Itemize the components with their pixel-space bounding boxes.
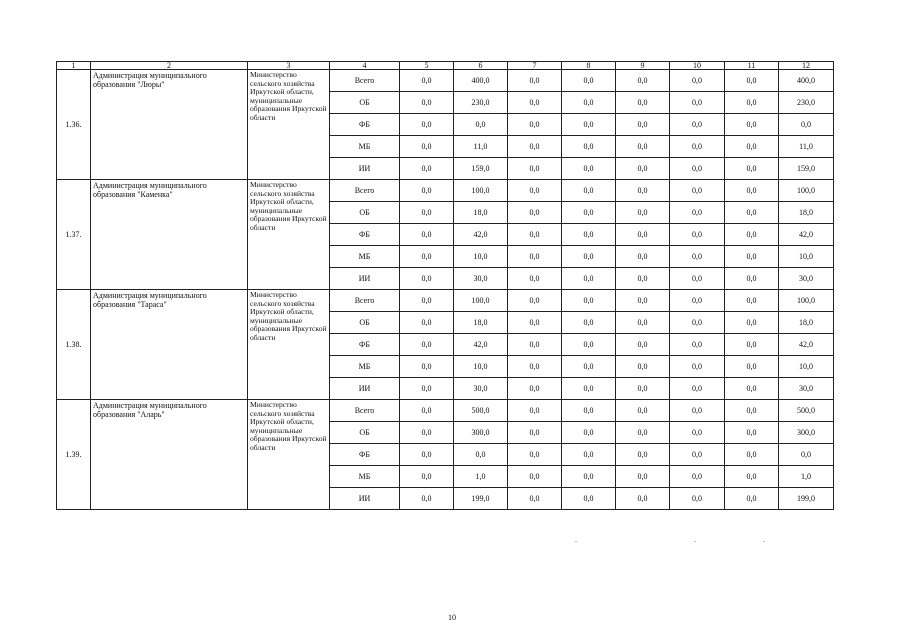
value-cell: 0,0 <box>508 444 562 466</box>
executor-cell: Администрация муниципального образования "Тараса" <box>91 290 248 400</box>
value-cell: 0,0 <box>725 378 779 400</box>
funding-source: МБ <box>330 466 400 488</box>
value-cell: 100,0 <box>779 180 834 202</box>
value-cell: 0,0 <box>508 202 562 224</box>
value-cell: 0,0 <box>562 136 616 158</box>
header-cell: 6 <box>454 62 508 70</box>
value-cell: 0,0 <box>400 158 454 180</box>
value-cell: 0,0 <box>508 488 562 510</box>
value-cell: 11,0 <box>779 136 834 158</box>
value-cell: 0,0 <box>670 158 725 180</box>
value-cell: 0,0 <box>779 444 834 466</box>
value-cell: 0,0 <box>508 422 562 444</box>
value-cell: 100,0 <box>779 290 834 312</box>
value-cell: 0,0 <box>562 356 616 378</box>
value-cell: 0,0 <box>616 246 670 268</box>
value-cell: 159,0 <box>779 158 834 180</box>
table-body <box>57 62 834 510</box>
funding-source: МБ <box>330 136 400 158</box>
value-cell: 0,0 <box>725 202 779 224</box>
value-cell: 0,0 <box>725 356 779 378</box>
table-row <box>57 70 834 92</box>
value-cell: 0,0 <box>454 444 508 466</box>
value-cell: 0,0 <box>562 246 616 268</box>
value-cell: 0,0 <box>725 488 779 510</box>
value-cell: 0,0 <box>562 202 616 224</box>
value-cell: 0,0 <box>562 378 616 400</box>
value-cell: 500,0 <box>779 400 834 422</box>
value-cell: 0,0 <box>670 92 725 114</box>
value-cell: 0,0 <box>616 312 670 334</box>
coexecutor-cell: Министерство сельского хозяйства Иркутской области, муниципальные образования Иркутской области <box>248 70 330 180</box>
value-cell: 0,0 <box>616 158 670 180</box>
value-cell: 0,0 <box>400 356 454 378</box>
value-cell: 0,0 <box>562 488 616 510</box>
value-cell: 0,0 <box>616 268 670 290</box>
header-cell: 5 <box>400 62 454 70</box>
value-cell: 30,0 <box>454 268 508 290</box>
value-cell: 0,0 <box>562 444 616 466</box>
value-cell: 1,0 <box>454 466 508 488</box>
value-cell: 0,0 <box>400 114 454 136</box>
value-cell: 0,0 <box>725 400 779 422</box>
value-cell: 300,0 <box>779 422 834 444</box>
value-cell: 0,0 <box>508 312 562 334</box>
coexecutor-cell: Министерство сельского хозяйства Иркутской области, муниципальные образования Иркутской области <box>248 290 330 400</box>
value-cell: 0,0 <box>616 422 670 444</box>
value-cell: 0,0 <box>616 356 670 378</box>
value-cell: 0,0 <box>508 290 562 312</box>
executor-cell: Администрация муниципального образования "Люры" <box>91 70 248 180</box>
value-cell: 0,0 <box>616 488 670 510</box>
value-cell: 199,0 <box>779 488 834 510</box>
value-cell: 0,0 <box>616 114 670 136</box>
funding-source: Всего <box>330 70 400 92</box>
value-cell: 0,0 <box>400 202 454 224</box>
value-cell: 159,0 <box>454 158 508 180</box>
value-cell: 0,0 <box>725 92 779 114</box>
value-cell: 230,0 <box>779 92 834 114</box>
value-cell: 0,0 <box>400 268 454 290</box>
funding-source: ОБ <box>330 422 400 444</box>
value-cell: 0,0 <box>400 92 454 114</box>
value-cell: 0,0 <box>670 268 725 290</box>
coexecutor-cell: Министерство сельского хозяйства Иркутской области, муниципальные образования Иркутской области <box>248 400 330 510</box>
value-cell: 0,0 <box>562 466 616 488</box>
value-cell: 0,0 <box>400 488 454 510</box>
value-cell: 0,0 <box>400 180 454 202</box>
item-number: 1.39. <box>57 400 91 510</box>
funding-source: Всего <box>330 400 400 422</box>
header-cell: 9 <box>616 62 670 70</box>
value-cell: 100,0 <box>454 290 508 312</box>
scan-artifact <box>575 541 577 542</box>
value-cell: 0,0 <box>670 466 725 488</box>
value-cell: 0,0 <box>616 400 670 422</box>
value-cell: 42,0 <box>779 334 834 356</box>
value-cell: 0,0 <box>400 400 454 422</box>
item-number: 1.37. <box>57 180 91 290</box>
value-cell: 18,0 <box>454 312 508 334</box>
value-cell: 0,0 <box>616 334 670 356</box>
value-cell: 42,0 <box>454 334 508 356</box>
value-cell: 0,0 <box>670 202 725 224</box>
value-cell: 18,0 <box>779 202 834 224</box>
value-cell: 0,0 <box>670 488 725 510</box>
value-cell: 0,0 <box>725 422 779 444</box>
value-cell: 0,0 <box>508 114 562 136</box>
funding-source: ИИ <box>330 268 400 290</box>
value-cell: 0,0 <box>400 334 454 356</box>
executor-cell: Администрация муниципального образования "Аларь" <box>91 400 248 510</box>
value-cell: 42,0 <box>454 224 508 246</box>
value-cell: 10,0 <box>779 356 834 378</box>
value-cell: 18,0 <box>779 312 834 334</box>
value-cell: 11,0 <box>454 136 508 158</box>
value-cell: 500,0 <box>454 400 508 422</box>
value-cell: 0,0 <box>670 400 725 422</box>
value-cell: 0,0 <box>725 224 779 246</box>
value-cell: 0,0 <box>616 444 670 466</box>
value-cell: 0,0 <box>779 114 834 136</box>
value-cell: 199,0 <box>454 488 508 510</box>
value-cell: 10,0 <box>454 246 508 268</box>
value-cell: 0,0 <box>616 290 670 312</box>
value-cell: 0,0 <box>400 224 454 246</box>
value-cell: 0,0 <box>400 312 454 334</box>
table-row <box>57 290 834 312</box>
value-cell: 0,0 <box>400 70 454 92</box>
value-cell: 0,0 <box>508 334 562 356</box>
value-cell: 0,0 <box>725 334 779 356</box>
value-cell: 300,0 <box>454 422 508 444</box>
item-number: 1.36. <box>57 70 91 180</box>
value-cell: 0,0 <box>562 158 616 180</box>
value-cell: 0,0 <box>725 268 779 290</box>
value-cell: 0,0 <box>400 246 454 268</box>
value-cell: 0,0 <box>508 268 562 290</box>
value-cell: 0,0 <box>562 70 616 92</box>
funding-source: Всего <box>330 290 400 312</box>
value-cell: 0,0 <box>616 224 670 246</box>
value-cell: 1,0 <box>779 466 834 488</box>
value-cell: 0,0 <box>725 466 779 488</box>
value-cell: 0,0 <box>562 224 616 246</box>
value-cell: 0,0 <box>400 422 454 444</box>
value-cell: 0,0 <box>670 356 725 378</box>
budget-table <box>56 61 834 510</box>
funding-source: МБ <box>330 246 400 268</box>
value-cell: 0,0 <box>616 180 670 202</box>
value-cell: 0,0 <box>616 466 670 488</box>
value-cell: 0,0 <box>508 378 562 400</box>
value-cell: 0,0 <box>400 378 454 400</box>
value-cell: 0,0 <box>670 246 725 268</box>
value-cell: 0,0 <box>508 400 562 422</box>
value-cell: 0,0 <box>616 92 670 114</box>
value-cell: 0,0 <box>725 136 779 158</box>
value-cell: 0,0 <box>562 92 616 114</box>
funding-source: ФБ <box>330 334 400 356</box>
value-cell: 0,0 <box>616 136 670 158</box>
value-cell: 0,0 <box>508 70 562 92</box>
value-cell: 0,0 <box>616 378 670 400</box>
executor-cell: Администрация муниципального образования "Каменка" <box>91 180 248 290</box>
value-cell: 0,0 <box>562 334 616 356</box>
value-cell: 0,0 <box>508 180 562 202</box>
funding-source: ИИ <box>330 158 400 180</box>
value-cell: 0,0 <box>725 312 779 334</box>
funding-source: ФБ <box>330 114 400 136</box>
value-cell: 400,0 <box>454 70 508 92</box>
header-row <box>57 62 834 70</box>
value-cell: 0,0 <box>725 158 779 180</box>
value-cell: 30,0 <box>779 378 834 400</box>
funding-source: ФБ <box>330 224 400 246</box>
value-cell: 0,0 <box>400 136 454 158</box>
value-cell: 0,0 <box>670 334 725 356</box>
header-cell: 12 <box>779 62 834 70</box>
value-cell: 0,0 <box>670 70 725 92</box>
value-cell: 42,0 <box>779 224 834 246</box>
item-number: 1.38. <box>57 290 91 400</box>
funding-source: ОБ <box>330 92 400 114</box>
value-cell: 10,0 <box>454 356 508 378</box>
value-cell: 0,0 <box>725 114 779 136</box>
value-cell: 0,0 <box>670 180 725 202</box>
value-cell: 0,0 <box>562 400 616 422</box>
value-cell: 0,0 <box>562 268 616 290</box>
header-cell: 11 <box>725 62 779 70</box>
header-cell: 8 <box>562 62 616 70</box>
value-cell: 0,0 <box>400 466 454 488</box>
value-cell: 0,0 <box>562 114 616 136</box>
value-cell: 0,0 <box>400 290 454 312</box>
funding-source: Всего <box>330 180 400 202</box>
scan-artifact <box>763 541 765 542</box>
value-cell: 0,0 <box>670 136 725 158</box>
value-cell: 0,0 <box>454 114 508 136</box>
funding-source: ИИ <box>330 378 400 400</box>
value-cell: 0,0 <box>725 444 779 466</box>
funding-source: ФБ <box>330 444 400 466</box>
value-cell: 0,0 <box>670 224 725 246</box>
value-cell: 18,0 <box>454 202 508 224</box>
header-cell: 2 <box>91 62 248 70</box>
value-cell: 0,0 <box>670 378 725 400</box>
value-cell: 0,0 <box>562 312 616 334</box>
value-cell: 0,0 <box>616 70 670 92</box>
value-cell: 0,0 <box>508 136 562 158</box>
value-cell: 0,0 <box>670 114 725 136</box>
funding-source: ОБ <box>330 202 400 224</box>
value-cell: 0,0 <box>562 422 616 444</box>
value-cell: 0,0 <box>508 92 562 114</box>
value-cell: 0,0 <box>508 246 562 268</box>
funding-source: ИИ <box>330 488 400 510</box>
table-row <box>57 400 834 422</box>
header-cell: 1 <box>57 62 91 70</box>
header-cell: 10 <box>670 62 725 70</box>
value-cell: 0,0 <box>508 158 562 180</box>
scan-artifact <box>694 541 696 542</box>
value-cell: 0,0 <box>725 246 779 268</box>
table-row <box>57 180 834 202</box>
value-cell: 10,0 <box>779 246 834 268</box>
value-cell: 0,0 <box>508 224 562 246</box>
header-cell: 4 <box>330 62 400 70</box>
value-cell: 0,0 <box>670 290 725 312</box>
value-cell: 0,0 <box>670 422 725 444</box>
value-cell: 0,0 <box>616 202 670 224</box>
value-cell: 0,0 <box>670 444 725 466</box>
value-cell: 30,0 <box>454 378 508 400</box>
value-cell: 0,0 <box>562 290 616 312</box>
value-cell: 0,0 <box>400 444 454 466</box>
value-cell: 230,0 <box>454 92 508 114</box>
header-cell: 7 <box>508 62 562 70</box>
header-cell: 3 <box>248 62 330 70</box>
page-number: 10 <box>448 613 456 622</box>
value-cell: 0,0 <box>508 466 562 488</box>
value-cell: 0,0 <box>562 180 616 202</box>
value-cell: 30,0 <box>779 268 834 290</box>
value-cell: 100,0 <box>454 180 508 202</box>
value-cell: 0,0 <box>670 312 725 334</box>
value-cell: 0,0 <box>508 356 562 378</box>
funding-source: МБ <box>330 356 400 378</box>
value-cell: 0,0 <box>725 70 779 92</box>
value-cell: 0,0 <box>725 180 779 202</box>
value-cell: 0,0 <box>725 290 779 312</box>
value-cell: 400,0 <box>779 70 834 92</box>
funding-source: ОБ <box>330 312 400 334</box>
coexecutor-cell: Министерство сельского хозяйства Иркутской области, муниципальные образования Иркутской области <box>248 180 330 290</box>
